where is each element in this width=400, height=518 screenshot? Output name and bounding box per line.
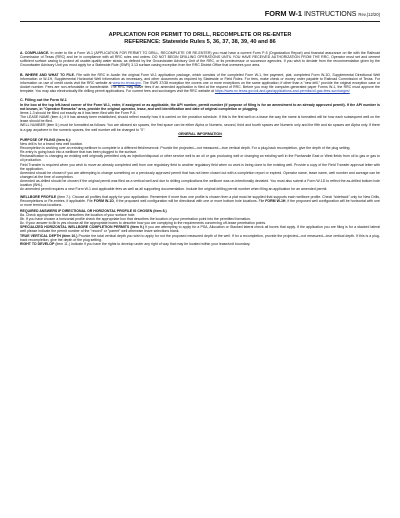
- purpose-line-re-entry: Re-entry is going back into a wellbore that has been plugged to the surface.: [20, 150, 138, 155]
- specialized-permits-head: SPECIALIZED HORIZONTAL WELLBORE COMPLETION PERMITS (item 9.): [20, 225, 144, 230]
- section-where-what-text-2: . The SWR 37/38 exception fee covers one or more exceptions on the same application; if other than a "new drill," provide the original exception case or docket number. Fees are non-refundable or transferable. The RRC may waive fees if an amended application is filed at the request of RRC. Before you may file computer-generated paper Forms W-1, the RRC must approve the template. You may also electronically file drilling permit applications. For current fees and surcharges visit the RRC website at: [20, 80, 380, 94]
- section-filling-head: C. Filling out the Form W-1: [20, 98, 67, 103]
- section-where-what-head: B. WHERE AND WHAT TO FILE.: [20, 72, 75, 77]
- true-vertical-depth-para: [20, 234, 380, 242]
- document-subtitle: REFERENCE: Statewide Rules 5, 36, 37, 38, 39, 40 and 86: [124, 39, 276, 45]
- section-filling-line-4: WELL NUMBER (item 5.) must be formatted as follows: You are allowed six spaces, the first space can be either Alpha or Numeric, second, third and fourth spaces are Numeric only and the fifth and six spaces are Alpha only. If there is a gap anywhere in the numeric spaces, the well number will be changed to "0".: [20, 123, 380, 132]
- right-to-develop-text: (item 11.) Indicate if you have the rights to develop under any right of way that may be located within your lease/unit boundary.: [55, 241, 251, 246]
- purpose-line-reclassification: Reclassification is changing an existing well originally permitted only as injection/disposal or other service well to an oil or gas producing well or changing an existing well in the Panhandle East or West fields from oil to gas or gas to oil production.: [20, 154, 380, 163]
- right-to-develop-para: [20, 242, 380, 246]
- wellbore-profile-item: (item 7.):: [57, 194, 72, 199]
- section-compliance: [20, 51, 380, 68]
- purpose-line-amended-as-drilled: Amended as-drilled should be chosen if the original permit was filed as a vertical well and due to drilling complications the wellbore was un-intentionally deviated. You must also submit a Form W-1D to reflect the as-drilled bottom hole location (BHL).: [20, 179, 380, 188]
- specialized-permits-para: [20, 225, 380, 233]
- section-filling-line-2: Items 1-3 should be filled out exactly as it has been filed with the Form P-5.: [20, 111, 137, 116]
- section-filling-line-3: The LEASE NAME (item 4.) if it has already been established, should reflect exactly how it is carried on the proration schedule. If this is the first well on a lease the way the name is formatted will be how each subsequent well on the lease should be filed.: [20, 115, 380, 124]
- section-filling-line-1: [20, 103, 380, 111]
- purpose-of-filing-head: PURPOSE OF FILING (item 6.):: [20, 137, 71, 142]
- required-answer-8b: 8b. If you have chosen a horizontal profile check the appropriate box that describes the location of your penetration point into the permitted formation.: [20, 216, 251, 221]
- section-compliance-text: In order to file a Form W-1 (APPLICATION FOR PERMIT TO DRILL, RECOMPLETE OR RE-ENTER) you must have a current Form P-5 (Organization Report) and financial assurance on file with the Railroad Commission of Texas (RRC) and be in compliance with all RRC rules and orders. DO NOT BEGIN DRILLING OPERATIONS UNTIL YOU HAVE RECEIVED AUTHORIZATION FROM THE RRC. Operator must set and cement sufficient surface casing to protect all usable-quality water strata, as defined by the Groundwater Advisory Unit of the RRC, or its predecessor or successor agencies. If you wish to deviate from the recommendation given by the Groundwater Advisory Unit you must apply for a Statewide Rule (SWR) 3.13 surface casing exception from the RRC District Office that oversees your area.: [20, 51, 380, 68]
- required-answers-head: REQUIRED ANSWERS IF DIRECTIONAL OR HORIZONTAL PROFILE IS CHOSEN (item 8.): [20, 208, 167, 213]
- section-where-what: [20, 73, 380, 94]
- section-compliance-head: A. COMPLIANCE.: [20, 51, 50, 55]
- filling-line-1-text: In the box at the top left-hand corner of the Form W-1, enter, if assigned or as applicable, the API number, permit number (if purpose of filing is for an amendment to an already approved permit). If the API number is not known, in "Operator Remarks" area, provide the original operator, lease, and well identification and date of original completion or plugging.: [20, 102, 380, 111]
- form-revision: Rev.(12/20): [358, 12, 380, 17]
- form-suffix: INSTRUCTIONS: [303, 11, 357, 18]
- purpose-line-field-transfer: Field Transfer is required when you wish to move an already completed well from one regulatory field to another regulatory field when no work is being done to the existing well. Provide a copy of the Field Transfer approval letter with the application.: [20, 162, 380, 171]
- form-id: FORM W-1: [264, 9, 303, 18]
- form-header: [20, 9, 380, 19]
- purpose-line-new-drill: New drill is for a brand new well location.: [20, 141, 84, 146]
- true-vertical-depth-head: TRUE VERTICAL DEPTH (item 10.): [20, 233, 78, 238]
- form-w1h-ref: FORM W-1H: [265, 198, 286, 203]
- required-answer-8c: 8c. If your answer to 8b is yes choose all the appropriate boxes to describe how you are complying to the requirements concerning off-lease penetration points.: [20, 221, 267, 226]
- section-where-what-text-1: File with the RRC in Austin the original Form W-1 application package, which consists of the completed Form W-1, fee payment, plat, completed Form W-1D, Supplemental Directional Well Information or W-1H, Supplemental Horizontal Well Information as necessary, and other documents as required by Statewide or Field Rules. For fees, make check or money order payable to Railroad Commission of Texas. For information on use of credit cards visit the RRC website at: [20, 72, 380, 85]
- wellbore-profile-head: WELLBORE PROFILE: [20, 194, 57, 199]
- specialized-permits-text: If you are attempting to apply for a PSA, Allocation or Stacked lateral check all boxes that apply. If the application you are filing is for a stacked lateral well please indicate the permit number of the "record" or "parent" well otherwise leave selections blank.: [20, 225, 380, 234]
- wellbore-profile-text-1: Choose all profiles that apply for your application. Remember if more than one profile is chosen then a plat must be supplied that supports each wellbore profile. Check "sidetrack" only for New Drills, Recompletions or Re-entries, if applicable. File: [20, 194, 380, 203]
- wellbore-profile-text-2: , if the proposed well configuration will be directional with one or more bottom hole locations. File: [113, 198, 265, 203]
- wellbore-profile-para: [20, 195, 380, 207]
- document-title: APPLICATION FOR PERMIT TO DRILL, RECOMPLETE OR RE-ENTER: [108, 32, 292, 38]
- form-w1d-ref: FORM W-1D: [93, 198, 114, 203]
- required-answer-8a: 8a. Check appropriate box that describes the location of your surface hole.: [20, 212, 136, 217]
- header-rule: [20, 21, 380, 22]
- wellbore-profile-text-3: , if the proposed well configuration will be horizontal with one or more terminus locations.: [20, 198, 380, 207]
- right-to-develop-head: RIGHT TO DEVELOP: [20, 241, 55, 246]
- rrc-website-link[interactable]: www.rrc.texas.gov: [112, 80, 141, 85]
- purpose-line-recompletion: Recompletion is working over an existing wellbore to complete in a different field/reservoir. Provide the projected—not measured—true vertical depth. For a plug-back recompletion, give the depth of the plug setting.: [20, 145, 351, 150]
- general-information-heading: GENERAL INFORMATION: [178, 131, 222, 136]
- true-vertical-depth-text: Provide the total vertical depth you wish to apply for not the proposed measured depth of the well. If for a recompletion, provide the projected—not measured—true vertical depth. If this is a plug-back recompletion, give the depth of the plug setting.: [20, 233, 381, 242]
- purpose-line-amended-permit: An amended permit requires a new Form W-1 and applicable fees as well as all supporting documentation. Include the original drilling permit number when filing an application for an amended permit.: [20, 187, 328, 192]
- fees-surcharges-link[interactable]: https://www.rrc.texas.gov/oil-and-gas/applications-and-permits/oil-gas-fees-surcharges/: [214, 89, 350, 94]
- purpose-line-amended: Amended should be chosen if you are attempting to change something on a previously approved permit that has not been closed out with a completion report or expired. Operator name, lease name, well number and acreage can be changed at the time of completion.: [20, 170, 380, 179]
